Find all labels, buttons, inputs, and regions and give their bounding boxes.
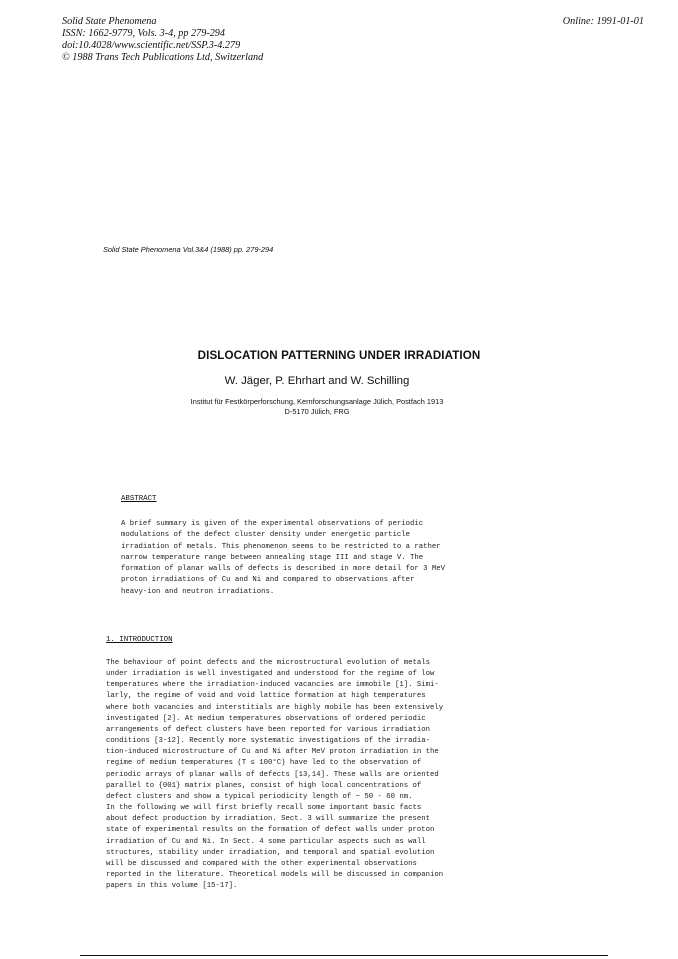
abstract-line: formation of planar walls of defects is described in more detail for 3 MeV xyxy=(121,565,446,574)
intro-line: temperatures where the irradiation-induced vacancies are immobile [1]. Simi- xyxy=(106,681,439,690)
intro-line: conditions [3-12]. Recently more systematic investigations of the irradia- xyxy=(106,737,431,746)
intro-line: will be discussed and compared with the other experimental observations xyxy=(106,859,417,868)
affiliation-line: Institut für Festkörperforschung, Kernforschungsanlage Jülich, Postfach 1913 xyxy=(190,397,444,406)
affiliation-line: D-5170 Jülich, FRG xyxy=(284,407,350,416)
intro-line: parallel to {001} matrix planes, consist of high local concentrations of xyxy=(106,781,422,790)
intro-line: papers in this volume [15-17]. xyxy=(106,882,238,891)
footer-rule xyxy=(80,955,608,956)
abstract-body xyxy=(121,519,445,598)
intro-line: periodic arrays of planar walls of defects [13,14]. These walls are oriented xyxy=(106,770,439,779)
abstract-line: modulations of the defect cluster density under energetic particle xyxy=(121,531,411,540)
introduction-body xyxy=(106,658,443,892)
intro-line: investigated [2]. At medium temperatures observations of ordered periodic xyxy=(106,714,426,723)
intro-line: irradiation of Cu and Ni. In Sect. 4 some particular aspects such as wall xyxy=(106,837,426,846)
journal-reference: Solid State Phenomena Vol.3&4 (1988) pp. 279-294 xyxy=(103,245,274,254)
meta-journal: Solid State Phenomena xyxy=(62,16,157,27)
intro-line: under irradiation is well investigated and understood for the regime of low xyxy=(106,670,435,679)
intro-line: regime of medium temperatures (T ≤ 100°C) have led to the observation of xyxy=(106,759,422,768)
meta-doi: doi:10.4028/www.scientific.net/SSP.3-4.279 xyxy=(62,40,241,51)
abstract-heading: ABSTRACT xyxy=(121,495,157,503)
intro-line: about defect production by irradiation. Sect. 3 will summarize the present xyxy=(106,815,431,824)
paper-authors: W. Jäger, P. Ehrhart and W. Schilling xyxy=(224,375,410,387)
intro-line: structures, stability under irradiation, and temporal and spatial evolution xyxy=(106,848,435,857)
online-date: Online: 1991-01-01 xyxy=(562,16,644,27)
intro-line: The behaviour of point defects and the microstructural evolution of metals xyxy=(106,659,431,667)
intro-line: where both vacancies and interstitials are highly mobile has been extensively xyxy=(106,703,444,712)
intro-line: defect clusters and show a typical periodicity length of ~ 50 - 60 nm. xyxy=(106,792,413,801)
introduction-heading: 1. INTRODUCTION xyxy=(106,636,173,644)
intro-line: tion-induced microstructure of Cu and Ni after MeV proton irradiation in the xyxy=(106,748,439,757)
abstract-line: heavy-ion and neutron irradiations. xyxy=(121,587,275,596)
intro-line: In the following we will first briefly recall some important basic facts xyxy=(106,804,422,813)
abstract-line: A brief summary is given of the experimental observations of periodic xyxy=(121,520,424,528)
abstract-line: narrow temperature range between annealing stage III and stage V. The xyxy=(121,553,424,562)
author-affiliation xyxy=(0,397,634,417)
abstract-line: proton irradiations of Cu and Ni and compared to observations after xyxy=(121,576,415,585)
intro-line: arrangements of defect clusters have been reported for various irradiation xyxy=(106,725,431,734)
abstract-line: irradiation of metals. This phenomenon seems to be restricted to a rather xyxy=(121,542,441,551)
publication-meta xyxy=(62,16,263,64)
intro-line: reported in the literature. Theoretical models will be discussed in companion xyxy=(106,870,444,879)
paper-title: DISLOCATION PATTERNING UNDER IRRADIATION xyxy=(197,349,481,362)
intro-line: state of experimental results on the formation of defect walls under proton xyxy=(106,826,435,835)
meta-copyright: © 1988 Trans Tech Publications Ltd, Switzerland xyxy=(62,52,264,63)
meta-issn: ISSN: 1662-9779, Vols. 3-4, pp 279-294 xyxy=(62,28,225,39)
intro-line: larly, the regime of void and void lattice formation at high temperatures xyxy=(106,692,426,701)
